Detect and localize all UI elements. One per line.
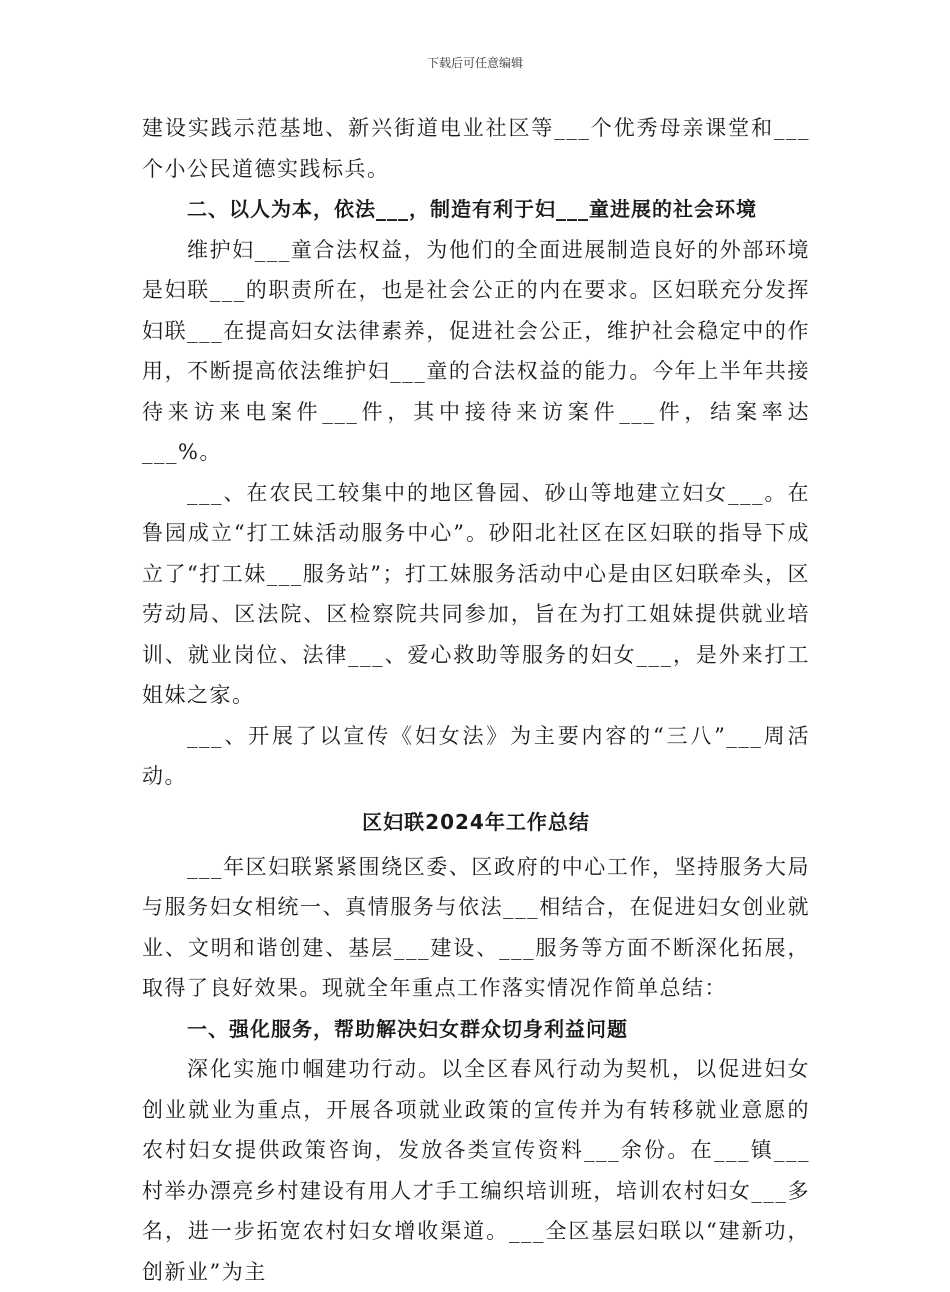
section-heading-2: 二、以人为本，依法___，制造有利于妇___童进展的社会环境: [187, 197, 757, 221]
paragraph-migrant-workers: ___、在农民工较集中的地区鲁园、砂山等地建立妇女___。在鲁园成立“打工妹活动服务中心”。砂阳北社区在区妇联的指导下成立了“打工妹___服务站”；打工妹服务活动中心是由区妇联牵头，区劳动局、区法院、区检察院共同参加，旨在为打工姐妹提供就业培训、就业岗位、法律___、爱心救助等服务的妇女___，是外来打工姐妹之家。: [142, 480, 810, 707]
paragraph-rights: 维护妇___童合法权益，为他们的全面进展制造良好的外部环境是妇联___的职责所在，也是社会公正的内在要求。区妇联充分发挥妇联___在提高妇女法律素养，促进社会公正，维护社会稳定中的作用，不断提高依法维护妇___童的合法权益的能力。今年上半年共接待来访来电案件___件，其中接待来访案件___件，结案率达___%。: [142, 237, 810, 464]
document-title: 区妇联2024年工作总结: [362, 809, 590, 834]
page-header: 下载后可任意编辑: [426, 56, 523, 70]
paragraph-continuation: 建设实践示范基地、新兴街道电业社区等___个优秀母亲课堂和___个小公民道德实践标兵。: [142, 116, 810, 181]
section-heading-1: 一、强化服务，帮助解决妇女群众切身利益问题: [187, 1016, 628, 1041]
paragraph-summary-intro: ___年区妇联紧紧围绕区委、区政府的中心工作，坚持服务大局与服务妇女相统一、真情服务与依法___相结合，在促进妇女创业就业、文明和谐创建、基层___建设、___服务等方面不断深化拓展，取得了良好效果。现就全年重点工作落实情况作简单总结：: [142, 854, 810, 1000]
paragraph-employment: 深化实施巾帼建功行动。以全区春风行动为契机，以促进妇女创业就业为重点，开展各项就业政策的宣传并为有转移就业意愿的农村妇女提供政策咨询，发放各类宣传资料___余份。在___镇___村举办漂亮乡村建设有用人才手工编织培训班，培训农村妇女___多名，进一步拓宽农村妇女增收渠道。___全区基层妇联以“建新功，创新业”为主: [142, 1057, 810, 1284]
paragraph-law-week: ___、开展了以宣传《妇女法》为主要内容的“三八”___周活动。: [142, 723, 810, 788]
document-body: [142, 108, 810, 1292]
